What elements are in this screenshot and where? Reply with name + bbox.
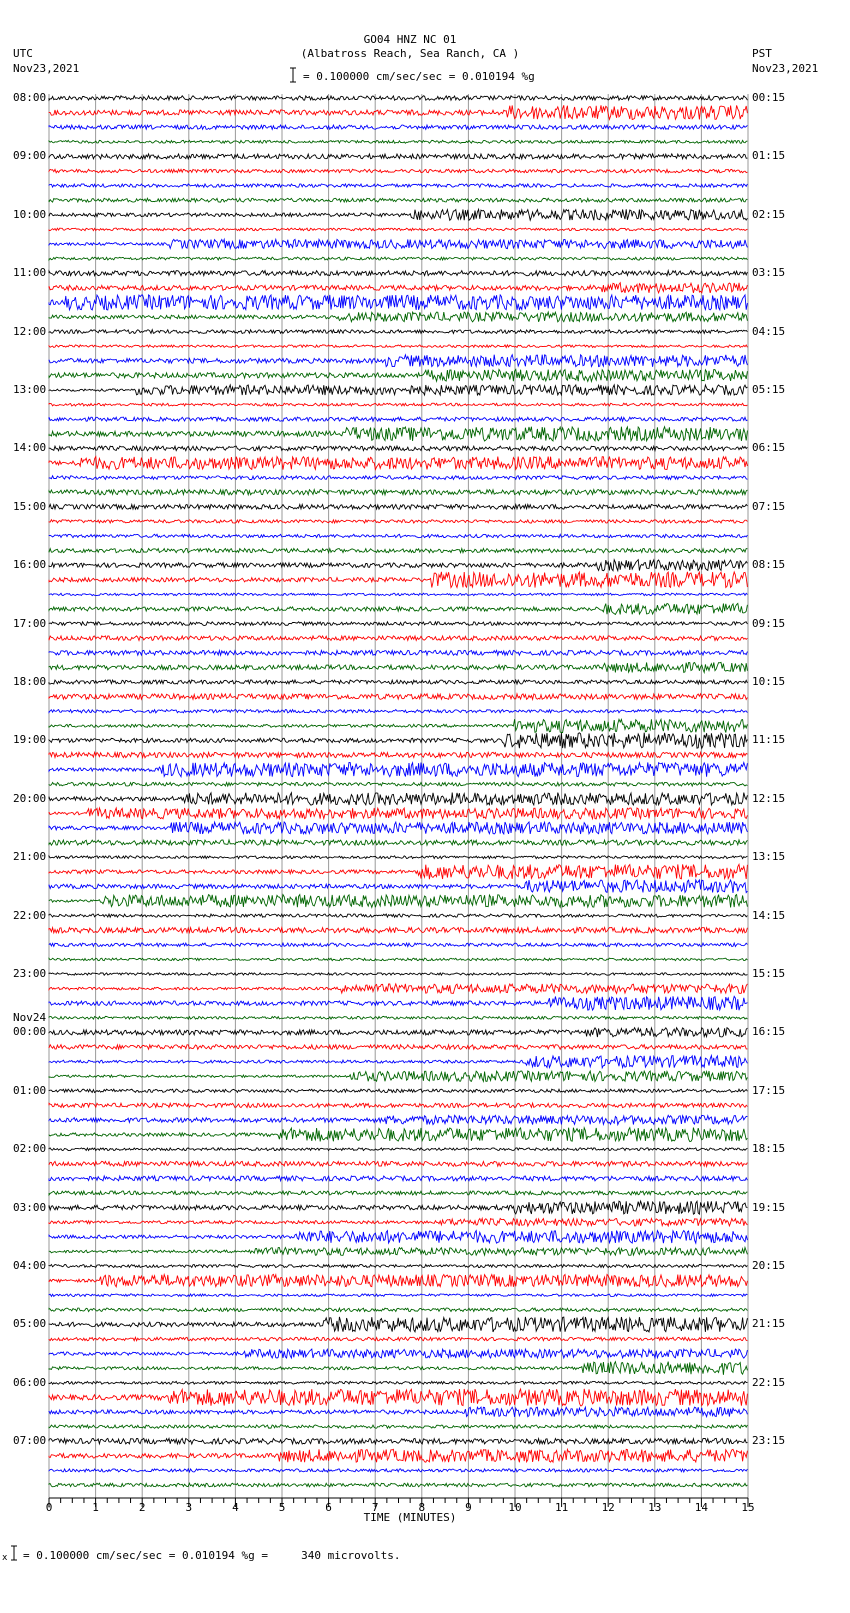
utc-hour-label: 12:00 [13, 324, 47, 338]
pst-hour-label: 02:15 [752, 207, 786, 221]
trace-line [49, 572, 747, 588]
trace-line [49, 312, 747, 322]
seismic-traces [49, 96, 747, 1487]
trace-line [49, 1016, 747, 1019]
x-tick-label: 14 [694, 1501, 709, 1514]
x-tick-label: 12 [601, 1501, 615, 1514]
pst-hour-label: 05:15 [752, 383, 786, 396]
x-tick-label: 5 [278, 1501, 286, 1514]
trace-line [49, 927, 747, 933]
trace-line [49, 154, 747, 159]
pst-hour-label: 12:15 [752, 791, 786, 805]
trace-line [49, 622, 747, 626]
trace-line [49, 1469, 747, 1472]
utc-hour-label: 15:00 [13, 499, 47, 513]
trace-line [49, 1438, 747, 1444]
trace-line [49, 228, 747, 231]
pst-hour-label: 20:15 [752, 1259, 786, 1272]
trace-line [49, 1103, 747, 1107]
trace-line [49, 1362, 747, 1375]
utc-hour-label: 11:00 [13, 266, 47, 280]
pst-hour-label: 19:15 [752, 1200, 786, 1214]
station-location: (Albatross Reach, Sea Ranch, CA ) [300, 47, 520, 60]
pst-hour-label: 06:15 [752, 441, 786, 455]
trace-line [49, 457, 747, 470]
x-tick-label: 9 [465, 1501, 472, 1514]
pst-hour-label: 10:15 [752, 675, 786, 688]
pst-hour-label: 08:15 [752, 558, 786, 572]
footer-scale-prefix: x [2, 1553, 8, 1563]
trace-line [49, 1274, 747, 1287]
trace-line [49, 752, 747, 757]
utc-hour-label: 04:00 [13, 1259, 47, 1272]
pst-hour-label: 09:15 [752, 616, 786, 630]
utc-hour-label: 02:00 [13, 1142, 47, 1156]
utc-zone-label: UTC [13, 47, 33, 60]
x-tick-label: 6 [325, 1501, 332, 1514]
pst-hour-label: 00:15 [752, 91, 786, 104]
x-tick-label: 0 [45, 1501, 53, 1514]
pst-hour-label: 18:15 [752, 1142, 786, 1156]
utc-hour-label: 05:00 [13, 1317, 47, 1331]
trace-line [49, 1337, 747, 1340]
trace-line [49, 560, 747, 571]
footer-scale-bar-icon [10, 1545, 18, 1561]
trace-line [49, 710, 747, 713]
pst-hour-label: 04:15 [752, 324, 786, 338]
trace-line [49, 895, 747, 908]
trace-line [49, 1389, 747, 1406]
utc-hour-label: 17:00 [13, 616, 47, 630]
utc-hour-label: 09:00 [13, 149, 47, 163]
pst-hour-label: 23:15 [752, 1434, 786, 1448]
utc-hour-label: 20:00 [13, 791, 47, 805]
trace-line [49, 271, 747, 276]
pst-hour-label: 22:15 [752, 1375, 786, 1389]
trace-line [49, 996, 747, 1010]
trace-line [49, 1308, 747, 1312]
pst-hour-label: 11:15 [752, 733, 786, 747]
trace-line [49, 694, 747, 700]
trace-line [49, 1191, 747, 1195]
x-tick-label: 1 [92, 1501, 99, 1514]
trace-line [49, 762, 747, 776]
utc-hour-label: 01:00 [13, 1083, 47, 1097]
trace-line [49, 1089, 747, 1092]
trace-line [49, 1294, 747, 1297]
pst-hour-label: 01:15 [752, 149, 786, 163]
time-axis [49, 1498, 748, 1507]
trace-line [49, 650, 747, 655]
trace-line [49, 1115, 747, 1124]
trace-line [49, 782, 747, 786]
trace-line [49, 1317, 747, 1332]
pst-hour-label: 15:15 [752, 967, 786, 980]
trace-line [49, 239, 747, 248]
utc-hour-label: 21:00 [13, 850, 47, 864]
trace-line [49, 593, 747, 595]
trace-line [49, 369, 747, 381]
trace-line [49, 864, 747, 879]
pst-hour-label: 03:15 [752, 266, 786, 280]
trace-line [49, 330, 747, 334]
trace-line [49, 822, 747, 834]
x-tick-label: 10 [508, 1501, 522, 1514]
trace-line [49, 446, 747, 451]
trace-line [49, 914, 747, 917]
trace-line [49, 1148, 747, 1151]
chart-title: GO04 HNZ NC 01 [363, 33, 457, 46]
trace-line [49, 1381, 747, 1384]
trace-line [49, 808, 747, 819]
trace-line [49, 984, 747, 994]
scale-label: = 0.100000 cm/sec/sec = 0.010194 %g [303, 70, 535, 83]
trace-line [49, 943, 747, 946]
trace-line [49, 96, 747, 100]
pst-date-label: Nov23,2021 [752, 62, 819, 75]
utc-hour-label: 00:00 [13, 1025, 47, 1039]
utc-hour-label: 10:00 [13, 207, 47, 221]
trace-line [49, 490, 747, 495]
x-axis-label: TIME (MINUTES) [363, 1511, 457, 1524]
pst-hour-label: 17:15 [752, 1083, 786, 1097]
trace-line [49, 283, 747, 293]
trace-line [49, 476, 747, 480]
utc-hour-label: 08:00 [13, 91, 47, 104]
trace-line [49, 140, 747, 143]
trace-line [49, 733, 747, 749]
x-tick-label: 4 [232, 1501, 239, 1514]
trace-line [49, 504, 747, 509]
trace-line [49, 1349, 747, 1358]
footer-scale-label: = 0.100000 cm/sec/sec = 0.010194 %g = 340 microvolts. [23, 1549, 401, 1562]
trace-line [49, 1045, 747, 1050]
trace-line [49, 534, 747, 537]
x-tick-label: 3 [185, 1501, 193, 1514]
trace-line [49, 125, 747, 129]
trace-line [49, 1218, 747, 1226]
trace-line [49, 1176, 747, 1181]
utc-hour-label: 23:00 [13, 967, 47, 980]
utc-hour-label: 13:00 [13, 383, 47, 396]
x-tick-label: 7 [371, 1501, 379, 1514]
trace-line [49, 184, 747, 187]
utc-date-label: Nov23,2021 [13, 62, 80, 75]
trace-line [49, 403, 747, 406]
utc-hour-label: 14:00 [13, 441, 47, 455]
trace-line [49, 840, 747, 845]
trace-line [49, 1028, 747, 1037]
trace-line [49, 355, 747, 367]
trace-line [49, 1425, 747, 1428]
trace-line [49, 662, 747, 672]
trace-line [49, 1407, 747, 1417]
trace-line [49, 169, 747, 173]
utc-hour-label: 22:00 [13, 908, 47, 922]
trace-line [49, 1128, 747, 1142]
trace-line [49, 603, 747, 614]
trace-line [49, 209, 747, 220]
trace-line [49, 636, 747, 641]
utc-hour-label: 06:00 [13, 1375, 47, 1389]
x-tick-label: 11 [554, 1501, 569, 1514]
utc-hour-label: 07:00 [13, 1434, 47, 1448]
trace-line [49, 1449, 747, 1462]
trace-line [49, 880, 747, 893]
trace-line [49, 549, 747, 553]
trace-line [49, 257, 747, 260]
trace-line [49, 520, 747, 523]
utc-hour-label: 03:00 [13, 1200, 47, 1214]
trace-line [49, 1248, 747, 1256]
trace-line [49, 295, 747, 310]
trace-line [49, 345, 747, 348]
date-change-label: Nov24 [13, 1011, 47, 1024]
trace-line [49, 427, 747, 441]
x-tick-label: 13 [648, 1501, 662, 1514]
utc-hour-label: 18:00 [13, 675, 47, 688]
x-tick-label: 8 [418, 1501, 426, 1514]
pst-hour-label: 14:15 [752, 908, 786, 922]
trace-line [49, 973, 747, 975]
trace-line [49, 856, 747, 859]
trace-line [49, 1265, 747, 1268]
x-tick-label: 2 [138, 1501, 146, 1514]
minute-grid [49, 94, 748, 1498]
trace-line [49, 198, 747, 202]
trace-line [49, 385, 747, 395]
trace-line [49, 793, 747, 805]
scale-bar-icon [289, 67, 297, 83]
trace-line [49, 1161, 747, 1166]
utc-hour-label: 16:00 [13, 558, 47, 572]
trace-line [49, 680, 747, 684]
utc-hour-label: 19:00 [13, 733, 47, 747]
pst-hour-label: 13:15 [752, 850, 786, 864]
trace-line [49, 1231, 747, 1244]
trace-line [49, 1201, 747, 1214]
trace-line [49, 719, 747, 732]
trace-line [49, 1071, 747, 1081]
trace-line [49, 105, 747, 119]
trace-line [49, 1055, 747, 1067]
trace-line [49, 417, 747, 421]
trace-line [49, 1483, 747, 1487]
pst-hour-label: 16:15 [752, 1025, 786, 1039]
pst-zone-label: PST [752, 47, 772, 60]
x-tick-label: 15 [741, 1501, 755, 1514]
trace-line [49, 958, 747, 960]
pst-hour-label: 07:15 [752, 499, 786, 513]
pst-hour-label: 21:15 [752, 1317, 786, 1331]
